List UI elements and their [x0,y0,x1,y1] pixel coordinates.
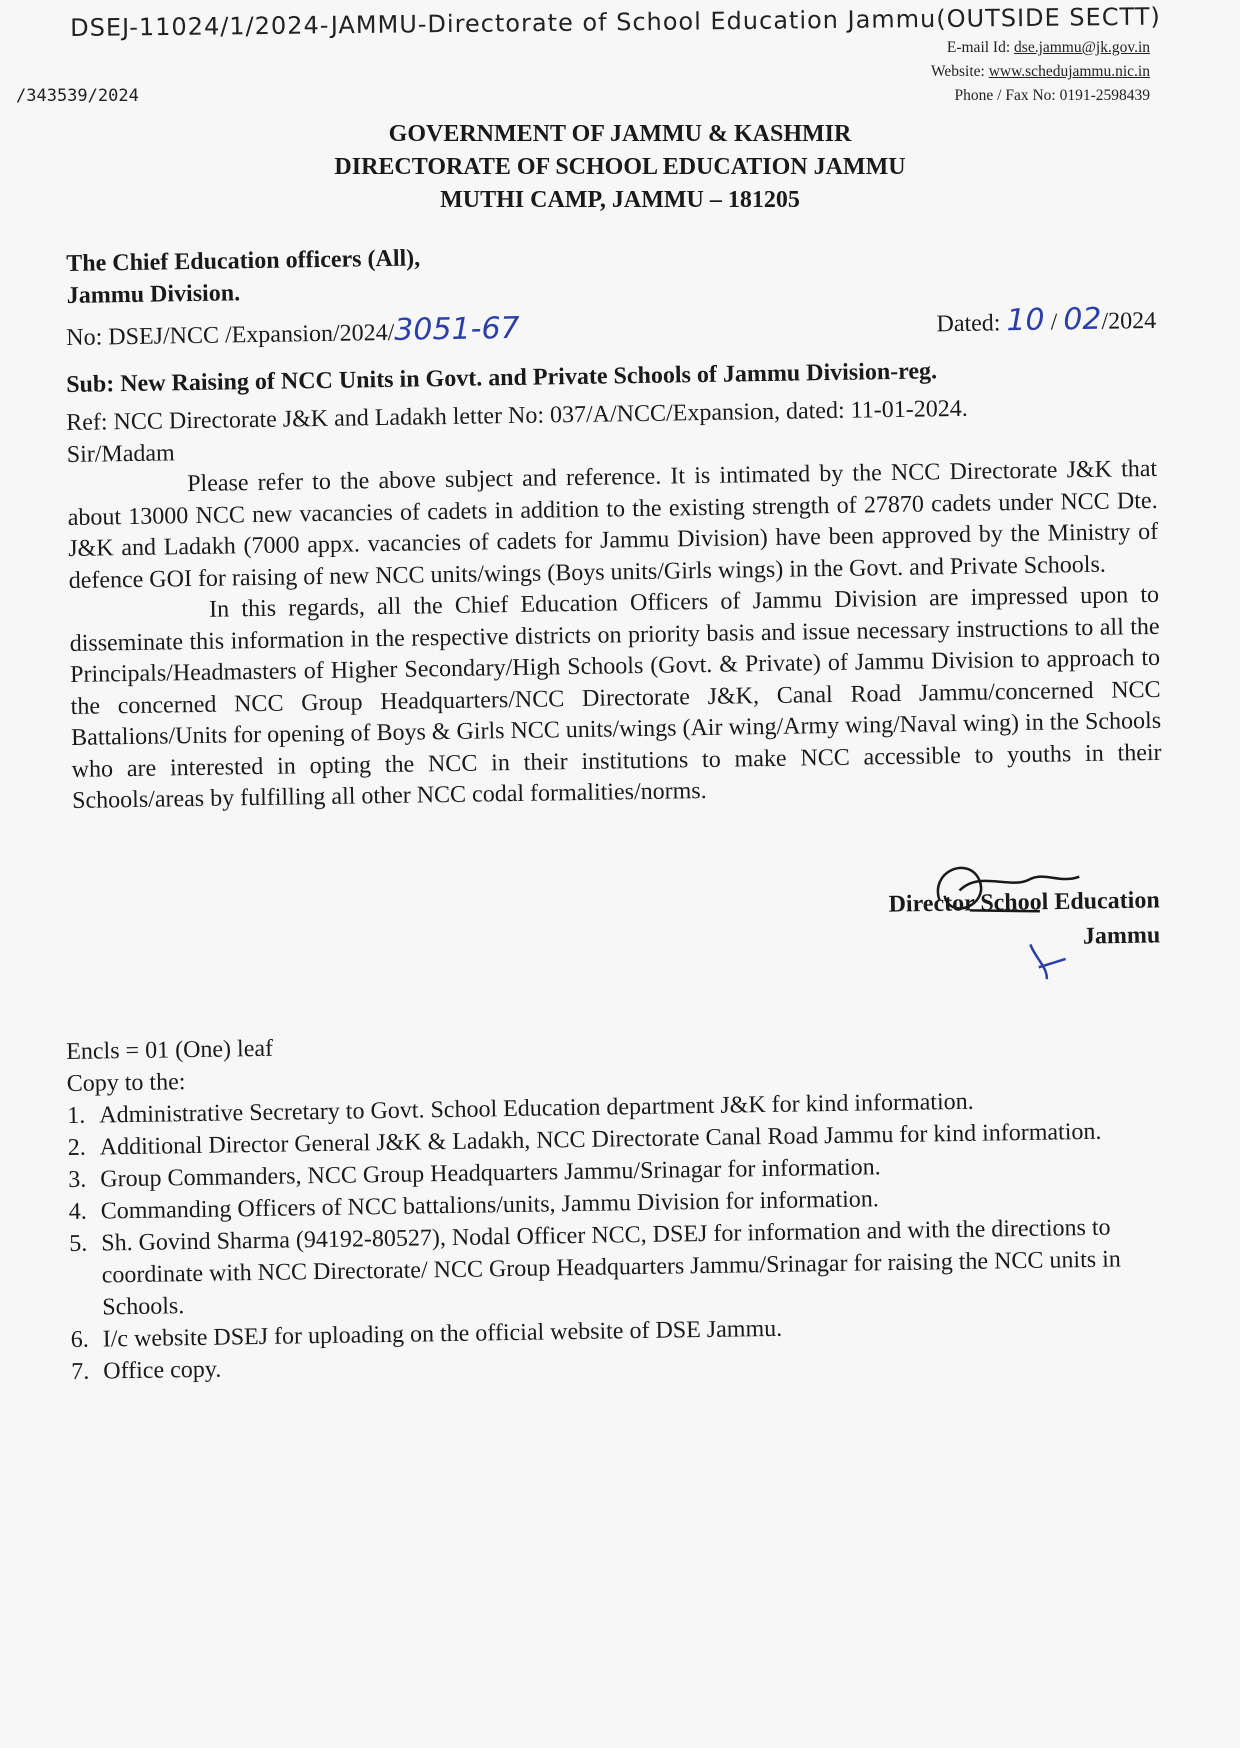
signature-block [830,887,1161,954]
list-item: 2. Additional Director General J&K & Ladakh, NCC Directorate Canal Road Jammu for kind information. [67,1118,1102,1161]
contact-block [931,36,1150,108]
letter-date [936,301,1156,339]
list-item: 5. Sh. Govind Sharma (94192-80527), Nodal Officer NCC, DSEJ for information and with the directions to coordinate with NCC Directorate/ NCC Group Headquarters Jammu/Srinagar for raising the NCC units in Schools. [69,1214,1121,1321]
website-label: Website: [930,63,985,80]
date-label: Dated: [936,310,1001,338]
signatory-title: Director School Education [888,887,1160,918]
letter-number [66,311,520,353]
salutation: Sir/Madam [66,439,175,468]
reference-line: Ref: NCC Directorate J&K and Ladakh letter No: 037/A/NCC/Expansion, dated: 11-01-2024. [66,395,968,436]
email-label: E-mail Id: [946,39,1011,56]
addressee [66,231,1157,312]
date-month: 02 [1063,301,1102,338]
email-line [931,36,1150,60]
body-paragraph-2: In this regards, all the Chief Education Officers of Jammu Division are impressed upon to disseminate this information in the respective districts on priority basis and issue necessary instructions to all the Principals/Headmasters of Higher Secondary/High Schools (Govt. & Private) of Jammu Division to approach to the concerned NCC Group Headquarters/NCC Directorate J&K, Canal Road Jammu/concerned NCC Battalions/Units for opening of Boys & Girls NCC units/wings (Air wing/Army wing/Naval wing) in the Schools who are interested in opting the NCC in their institutions to make NCC accessible to youths in their Schools/areas by fulfilling all other NCC codal formalities/norms. [69,581,1162,814]
website-line [931,60,1150,84]
letter-body [66,391,1162,818]
handwritten-number: 3051-67 [393,310,520,348]
copy-to-heading: Copy to the: [66,1069,186,1097]
date-day: 10 [1006,302,1045,339]
website-link[interactable]: www.schedujammu.nic.in [988,63,1150,80]
addressee-line-1: The Chief Education officers (All), [66,245,421,277]
letterhead [0,118,1240,217]
list-item: 4. Commanding Officers of NCC battalions/units, Jammu Division for information. [68,1186,880,1225]
phone-line: Phone / Fax No: 0191-2598439 [954,87,1150,104]
letterhead-line-1: GOVERNMENT OF JAMMU & KASHMIR [388,121,852,147]
list-item: 6. I/c website DSEJ for uploading on the official website of DSE Jammu. [70,1315,783,1353]
copy-section [66,1019,1161,1388]
addressee-line-2: Jammu Division. [66,280,241,309]
date-year: /2024 [1101,307,1157,335]
letterhead-line-3: MUTHI CAMP, JAMMU – 181205 [440,187,800,213]
copy-list [67,1083,1161,1388]
signatory-location: Jammu [1082,922,1161,950]
enclosures: Encls = 01 (One) leaf [66,1035,274,1065]
list-item: 3. Group Commanders, NCC Group Headquarters Jammu/Srinagar for information. [68,1154,881,1193]
letter-number-prefix: No: DSEJ/NCC /Expansion/2024/ [66,319,395,351]
file-reference-number: /343539/2024 [16,86,139,106]
file-stamp-header: DSEJ-11024/1/2024-JAMMU-Directorate of School Education Jammu(OUTSIDE SECTT) [70,2,1161,42]
list-item: 7. Office copy. [71,1356,222,1385]
email-link[interactable]: dse.jammu@jk.gov.in [1014,39,1150,56]
body-paragraph-1: Please refer to the above subject and reference. It is intimated by the NCC Directorate J&K that about 13000 NCC new vacancies of cadets in addition to the existing strength of 27870 cadets under NCC Dte. J&K and Ladakh (7000 appx. vacancies of cadets for Jammu Division) have been approved by the Ministry of defence GOI for raising of new NCC units/wings (Boys units/Girls wings) in the Govt. and Private Schools. [67,455,1159,594]
list-item: 1. Administrative Secretary to Govt. School Education department J&K for kind information. [67,1088,974,1129]
handwritten-signature-icon [919,848,1101,981]
subject-line: Sub: New Raising of NCC Units in Govt. and Private Schools of Jammu Division-reg. [66,358,938,398]
date-separator: / [1050,309,1058,336]
letterhead-line-2: DIRECTORATE OF SCHOOL EDUCATION JAMMU [334,154,906,180]
